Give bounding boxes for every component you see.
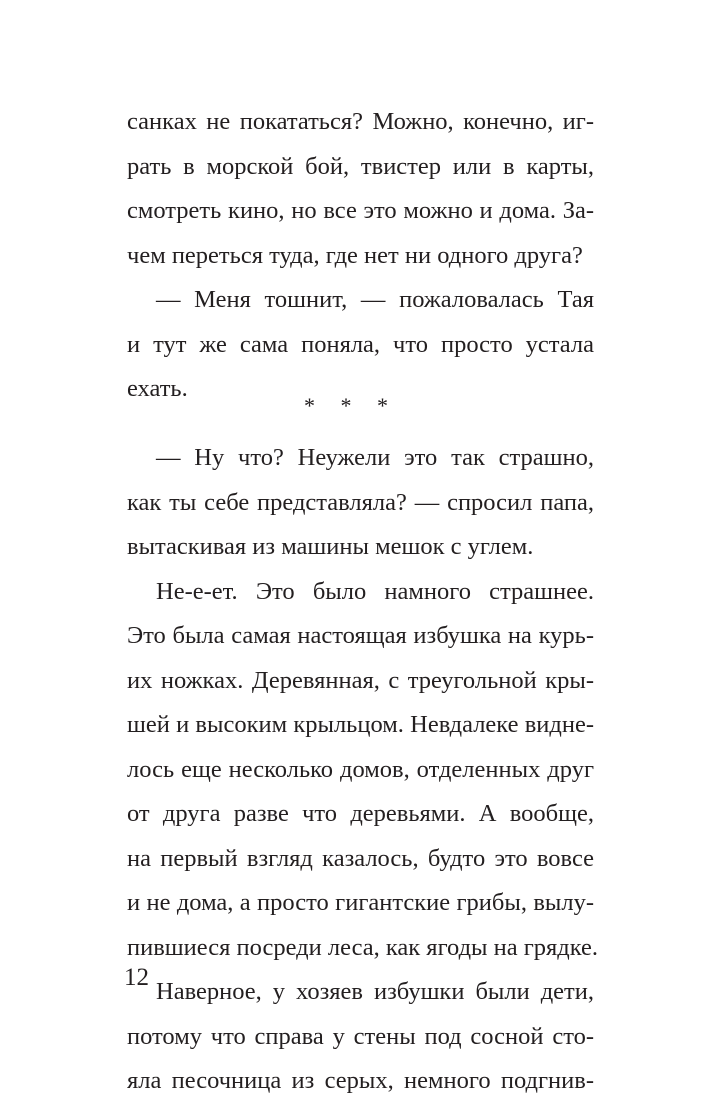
text-line: санках не покататься? Можно, конечно, иг- <box>127 108 594 135</box>
text-line: смотреть кино, но все это можно и дома. За- <box>127 197 594 224</box>
text-line: и тут же сама поняла, что просто устала <box>127 330 594 358</box>
text-line: — Ну что? Неужели это так страшно, <box>156 444 594 471</box>
text-line: чем переться туда, где нет ни одного друга? <box>127 241 583 269</box>
text-line: вытаскивая из машины мешок с углем. <box>127 533 534 560</box>
text-line: рать в морской бой, твистер или в карты, <box>127 152 594 180</box>
text-line: яла песочница из серых, немного подгнив- <box>127 1067 594 1094</box>
text-line: лось еще несколько домов, отделенных друг <box>127 755 594 783</box>
text-line: пившиеся посреди леса, как ягоды на грядке. <box>127 933 599 961</box>
text-block-top <box>127 100 594 412</box>
text-line: — Меня тошнит, — пожаловалась Тая <box>156 286 594 313</box>
text-line: их ножках. Деревянная, с треугольной кры- <box>127 666 594 694</box>
section-separator: * * * <box>304 393 398 418</box>
text-line: на первый взгляд казалось, будто это вовсе <box>127 844 594 872</box>
text-block-bottom <box>127 436 599 1104</box>
text-line: потому что справа у стены под сосной сто- <box>127 1022 594 1050</box>
page-number: 12 <box>124 964 149 991</box>
text-line: Это была самая настоящая избушка на курь- <box>127 622 594 649</box>
text-line: Наверное, у хозяев избушки были дети, <box>156 978 594 1005</box>
text-line: Не-е-ет. Это было намного страшнее. <box>156 577 594 605</box>
text-line: как ты себе представляла? — спросил папа, <box>127 488 594 516</box>
text-line: и не дома, а просто гигантские грибы, вылу- <box>127 889 594 916</box>
text-line: шей и высоким крыльцом. Невдалеке видне- <box>127 711 594 738</box>
text-line: ехать. <box>127 375 188 402</box>
text-line: от друга разве что деревьями. А вообще, <box>127 800 594 827</box>
